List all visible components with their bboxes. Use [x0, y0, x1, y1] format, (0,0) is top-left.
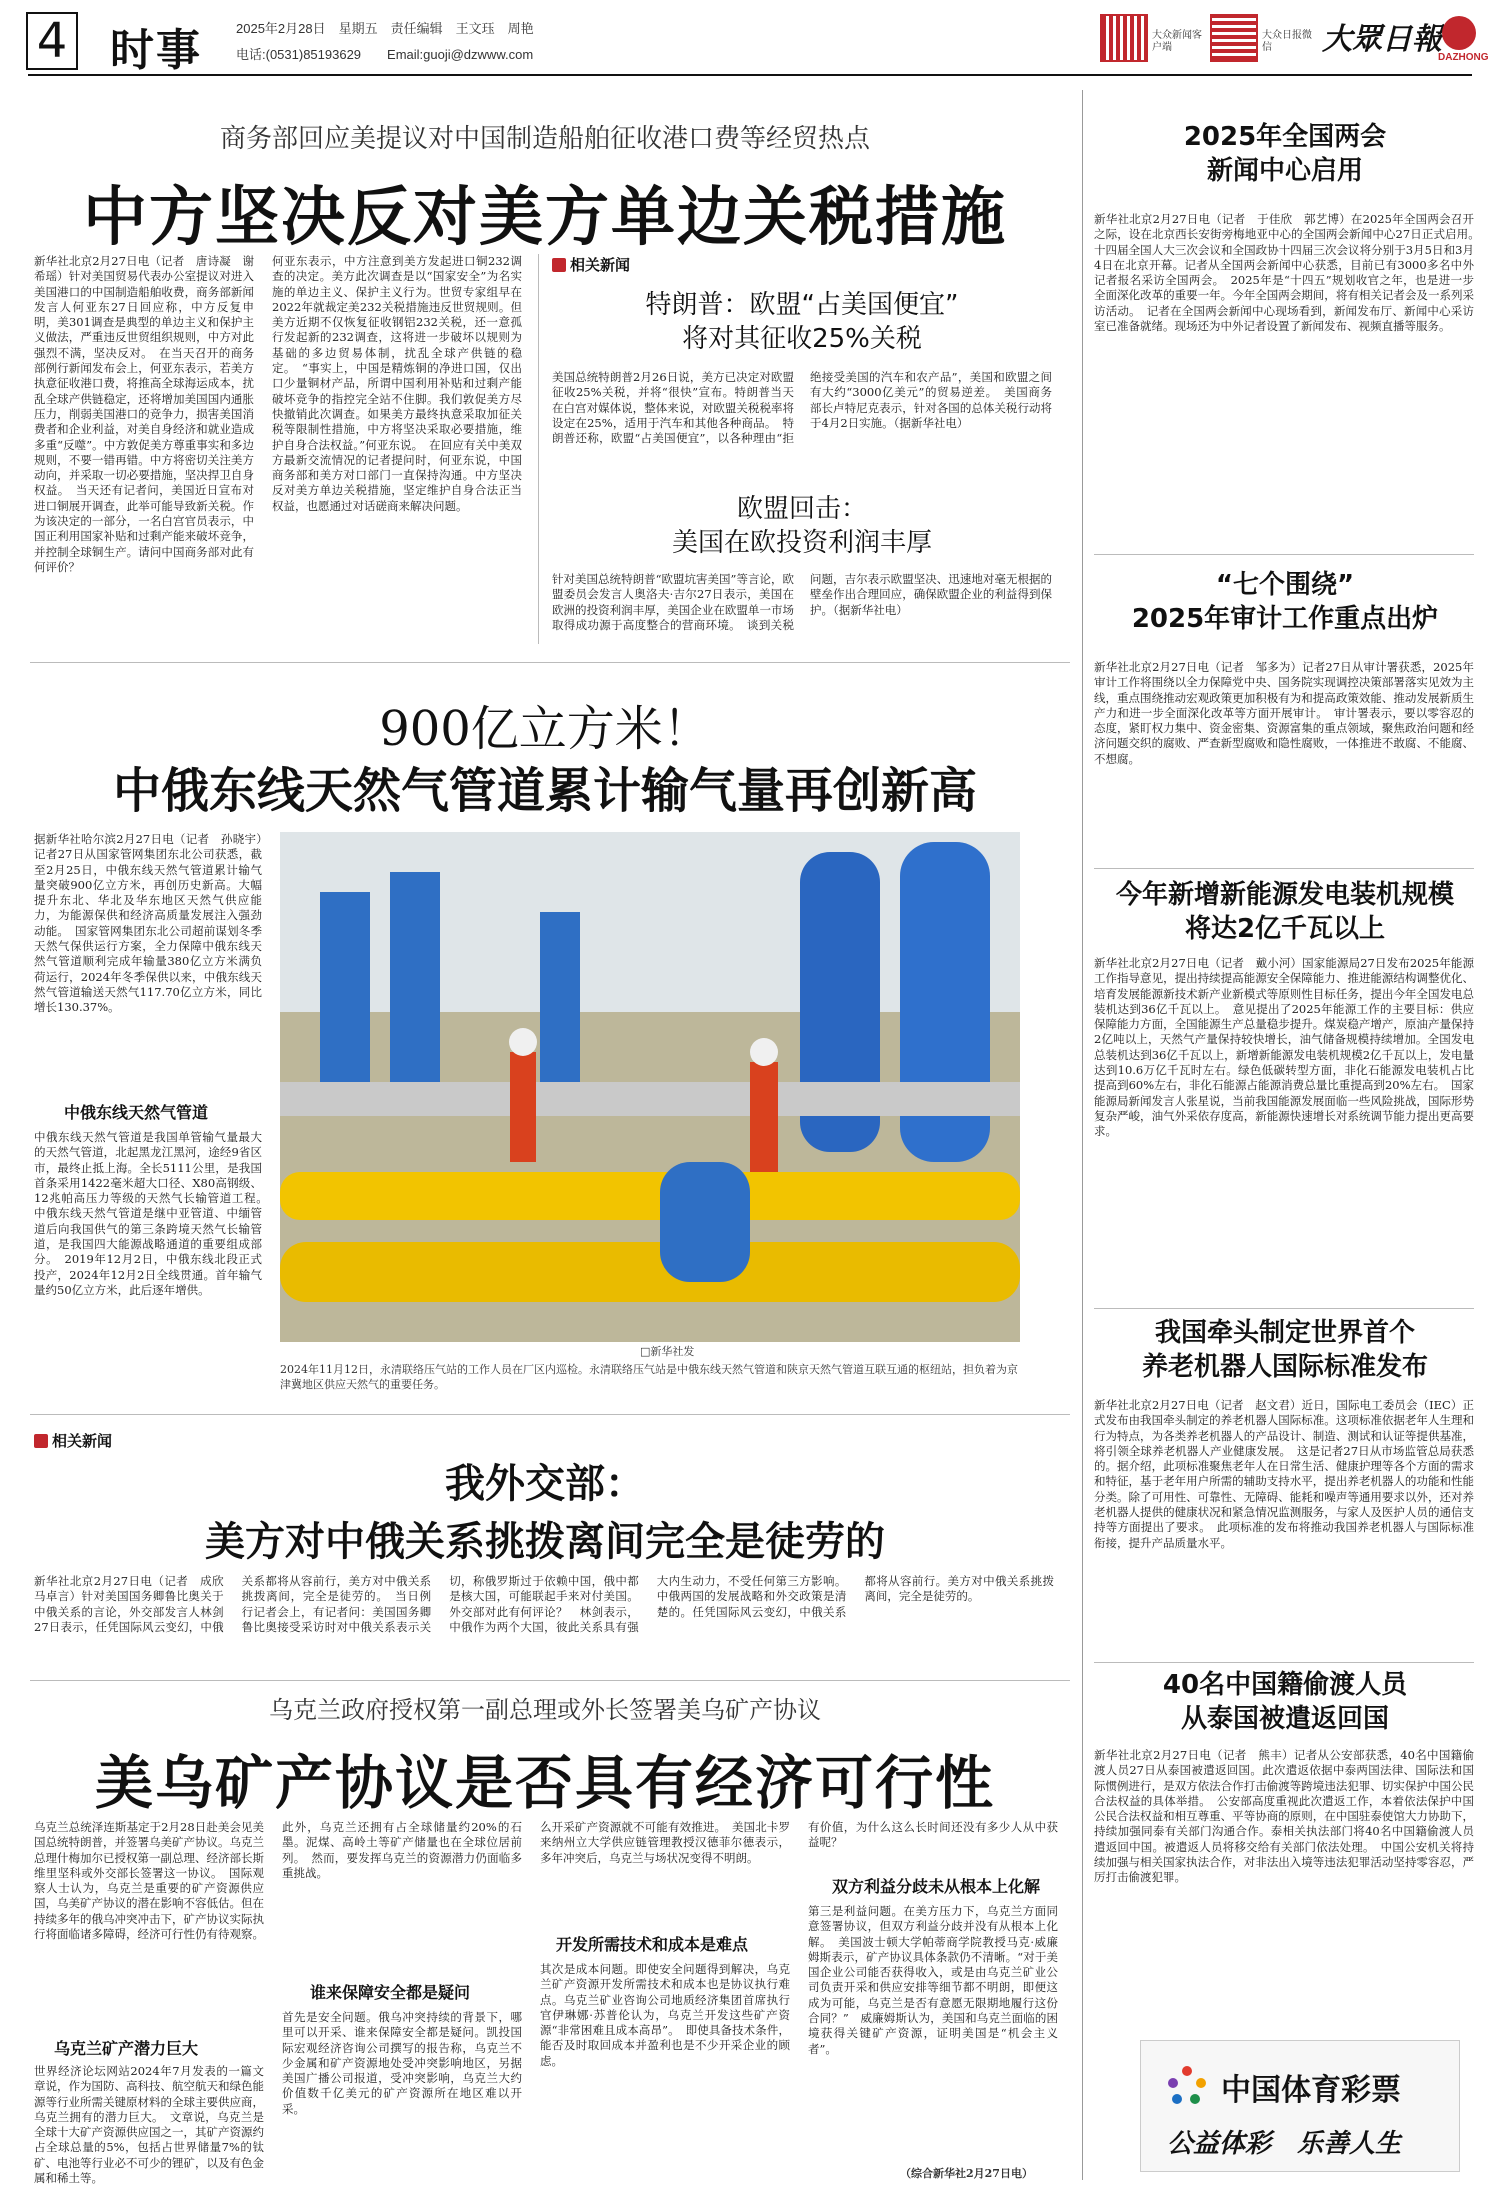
section-divider — [30, 1680, 1070, 1681]
ukraine-sub-3: 开发所需技术和成本是难点 — [556, 1935, 749, 1954]
sidebar-story-4-headline: 我国牵头制定世界首个 养老机器人国际标准发布 — [1141, 1318, 1428, 1382]
ukraine-headline: 美乌矿产协议是否具有经济可行性 — [94, 1749, 995, 1817]
header-rule — [28, 74, 1472, 76]
lead-column-1: 新华社北京2月27日电（记者 唐诗凝 谢希瑶）针对美国贸易代表办公室提议对进入美国港口的中国制造船舶收费，商务部新闻发言人何亚东27日回应称，中方反复申明，美301调查是典型的单边主义和保护主义做法，严重违反世贸组织规则，中方对此强烈不满，坚决反对。 在当天召开的商务部例行新闻发布会上，何亚东表示，若美方执意征收港口费，将推高全球海运成本，扰乱全球产供链稳定，还将增加美国国内通胀压力，削弱美国港口的竞争力，损害美国消费者和企业利益，对美自身经济和就业造成多重“反噬”。中方敦促美方尊重事实和多边规则，不要一错再错。中方将密切关注美方动向，并采取一切必要措施，坚决捍卫自身权益。 当天还有记者问，美国近日宣布对进口铜展开调查，此举可能导致新关税。作为该决定的一部分，一名白宫官员表示，中国正利用国家补贴和过剩产能来破坏竞争，并控制全球铜生产。请问中国商务部对此有何评价？ — [34, 254, 254, 574]
sidebar-story-1-headline: 2025年全国两会 新闻中心启用 — [1183, 122, 1387, 186]
ukraine-sub-1: 乌克兰矿产潜力巨大 — [54, 2039, 199, 2058]
section-divider — [30, 662, 1070, 663]
logo-subtitle: DAZHONG — [1438, 52, 1489, 63]
ukraine-column-1: 乌克兰总统泽连斯基定于2月28日赴美会见美国总统特朗普，并签署乌美矿产协议。乌克兰总理什梅加尔已授权第一副总理、经济部长斯维里坚科或外交部长签署这一协议。 国际观察人士认为，乌克兰是重要的矿产资源供应国，乌美矿产协议的潜在影响不容低估。但在持续多年的俄乌冲突冲击下，矿产协议实际执行将面临诸多障碍，经济可行性仍有待观察。 — [34, 1820, 264, 1942]
qr-wechat-label: 大众日报微信 — [1262, 30, 1312, 53]
newspaper-logo: 大眾日報 — [1322, 22, 1442, 57]
related1-body: 美国总统特朗普2月26日说，美方已决定对欧盟征收25%关税，并将“很快”宣布。特朗普当天在白宫对媒体说，整体来说，对欧盟关税税率将设定在25%，适用于汽车和其他各种商品。 特朗普还称，欧盟“占美国便宜”，以各种理由“拒绝接受美国的汽车和农产品”，美国和欧盟之间有大约“3000亿美元”的贸易逆差。 美国商务部长卢特尼克表示，针对各国的总体关税行动将于4月2日实施。（据新华社电） — [552, 370, 1052, 446]
page-number: 4 — [26, 12, 78, 70]
related2-headline: 欧盟回击： 美国在欧投资利润丰厚 — [671, 494, 932, 558]
related-news-icon — [552, 258, 566, 272]
related-news-label: 相关新闻 — [52, 1432, 113, 1450]
section-name: 时事 — [110, 25, 202, 76]
ukraine-column-4: 有价值，为什么这么长时间还没有多少人从中获益呢？ — [808, 1820, 1058, 1850]
qr-app-label: 大众新闻客户端 — [1152, 30, 1202, 53]
related-news-label: 相关新闻 — [570, 256, 631, 274]
lottery-ad[interactable] — [1140, 2040, 1460, 2172]
pipeline-body: 据新华社哈尔滨2月27日电（记者 孙晓宇）记者27日从国家管网集团东北公司获悉，截至2月25日，中俄东线天然气管道累计输气量突破900亿立方米，再创历史新高。大幅提升东北、华北及华东地区天然气供应能力，为能源保供和经济高质量发展注入强劲动能。 国家管网集团东北公司超前谋划冬季天然气保供运行方案，全力保障中俄东线天然气管道顺利完成年输量380亿立方米满负荷运行，2024年冬季保供以来，中俄东线天然气管道输送天然气117.70亿立方米，同比增长130.37%。 — [34, 832, 262, 1015]
sidebar-story-5-body: 新华社北京2月27日电（记者 熊丰）记者从公安部获悉，40名中国籍偷渡人员27日从泰国被遣返回国。此次遣返依据中泰两国法律、国际法和国际惯例进行，是双方依法合作打击偷渡等跨境违法犯罪、切实保护中国公民合法权益的具体举措。 公安部高度重视此次遣返工作，本着依法保护中国公民合法权益和相互尊重、平等协商的原则，在中国驻泰使馆大力协助下，持续加强同泰有关部门沟通合作。泰相关执法部门将40名中国籍偷渡人员遣返回中国。被遣返人员将移交给有关部门依法处理。 中国公安机关将持续加强与相关国家执法合作，对非法出入境等违法犯罪活动坚持零容忍，严厉打击偷渡犯罪。 — [1094, 1748, 1474, 1885]
sidebar-rule — [1094, 554, 1474, 555]
sidebar-story-2-body: 新华社北京2月27日电（记者 邹多为）记者27日从审计署获悉，2025年审计工作将围绕以全力保障党中央、国务院实现调控决策部署落实见效为主线，重点围绕推动宏观政策更加积极有为和提高政策效能、推动发展新质生产力和进一步全面深化改革等方面开展审计。 审计署表示，要以零容忍的态度，紧盯权力集中、资金密集、资源富集的重点领域，聚焦政治问题和经济问题交织的腐败、严查新型腐败和隐性腐败，一体推进不敢腐、不能腐、不想腐。 — [1094, 660, 1474, 766]
ukraine-sub-4: 双方利益分歧未从根本上化解 — [832, 1877, 1041, 1896]
photo-caption: 2024年11月12日，永清联络压气站的工作人员在厂区内巡检。永清联络压气站是中俄东线天然气管道和陕京天然气管道互联互通的枢纽站，担负着为京津冀地区供应天然气的重要任务。 — [280, 1363, 1018, 1391]
ukraine-column-3: 么开采矿产资源就不可能有效推进。 美国北卡罗来纳州立大学供应链管理教授汉德菲尔德表示，多年冲突后，乌克兰与场状况变得不明朗。 — [540, 1820, 790, 1865]
ukraine-credit: （综合新华社2月27日电） — [900, 2167, 1033, 2180]
column-divider — [538, 254, 539, 644]
mfa-headline-2: 美方对中俄关系挑拨离间完全是徒劳的 — [205, 1519, 885, 1565]
pipeline-headline: 中俄东线天然气管道累计输气量再创新高 — [112, 763, 977, 819]
sidebar-story-3-body: 新华社北京2月27日电（记者 戴小河）国家能源局27日发布2025年能源工作指导意见，提出持续提高能源安全保障能力、推进能源结构调整优化、培育发展能源新技术新产业新模式等原则性目标任务，提出今年全国发电总装机达到36亿千瓦以上。 意见提出了2025年能源工作的主要目标：供应保障能力方面，全国能源生产总量稳步提升。煤炭稳产增产，原油产量保持2亿吨以上，天然气产量保持较快增长，油气储备规模持续增加。全国发电总装机达到36亿千瓦以上，新增新能源发电装机规模2亿千瓦以上，发电量达到10.6万亿千瓦时左右。绿色低碳转型方面，非化石能源发电装机占比提高到60%左右，非化石能源占能源消费总量比重提高到20%左右。 国家能源局新闻发言人张星说，当前我国能源发展面临一些风险挑战，国际形势复杂严峻，油气外采依存度高，新能源快速增长对系统调节能力提出更高要求。 — [1094, 956, 1474, 1139]
lead-column-2: 何亚东表示，中方注意到美方发起进口铜232调查的决定。美方此次调查是以“国家安全”为名实施的单边主义、保护主义行为。世贸专家组早在2022年就裁定美232关税措施违反世贸规则。但美方近期不仅恢复征收钢铝232关税，还一意孤行发起新的232调查，这将进一步破坏以规则为基础的多边贸易体制，扰乱全球产供链的稳定。 “事实上，中国是精炼铜的净进口国，仅出口少量铜材产品，所谓中国利用补贴和过剩产能破坏竞争的指控完全站不住脚。我们敦促美方尽快撤销此次调查。如果美方最终执意采取加征关税等限制性措施，中方将坚决采取必要措施，维护自身合法权益。”何亚东说。 在回应有关中美双方最新交流情况的记者提问时，何亚东说，中国商务部和美方对口部门一直保持沟通。中方坚决反对美方单边关税措施，坚定维护自身合法正当权益，也愿通过对话磋商来解决问题。 — [272, 254, 522, 513]
sidebar-rule — [1094, 868, 1474, 869]
pipeline-subheading: 中俄东线天然气管道 — [64, 1103, 209, 1122]
lead-kicker: 商务部回应美提议对中国制造船舶征收港口费等经贸热点 — [219, 124, 870, 154]
lottery-slogan: 公益体彩 乐善人生 — [1167, 2129, 1402, 2159]
sidebar-story-2-headline: “七个围绕” 2025年审计工作重点出炉 — [1131, 570, 1439, 634]
sidebar-story-5-headline: 40名中国籍偷渡人员 从泰国被遣返回国 — [1162, 1670, 1408, 1734]
pipeline-illustration — [280, 832, 1020, 1342]
date-line: 2025年2月28日 星期五 责任编辑 王文珏 周艳 — [236, 21, 534, 36]
pipeline-sub-body: 中俄东线天然气管道是我国单管输气量最大的天然气管道，北起黑龙江黑河，途经9省区市，最终止抵上海。全长5111公里，是我国首条采用1422毫米超大口径、X80高钢级、12兆帕高压力等级的天然气长输管道工程。 中俄东线天然气管道是继中亚管道、中缅管道后向我国供气的第三条跨境天然气长输管道，是我国四大能源战略通道的重要组成部分。 2019年12月2日，中俄东线北段正式投产，2024年12月2日全线贯通。首年输气量约50亿立方米，此后逐年增供。 — [34, 1130, 274, 1297]
mfa-headline-1: 我外交部： — [445, 1461, 645, 1507]
related-news-tag — [34, 1430, 112, 1451]
section-divider — [30, 1414, 1070, 1415]
ukraine-kicker: 乌克兰政府授权第一副总理或外长签署美乌矿产协议 — [269, 1696, 821, 1724]
qr-code-wechat[interactable] — [1210, 14, 1258, 62]
sidebar-rule — [1094, 1662, 1474, 1663]
ukraine-column-1b: 世界经济论坛网站2024年7月发表的一篇文章说，作为国防、高科技、航空航天和绿色能源等行业所需关键原材料的全球主要供应商，乌克兰拥有的潜力巨大。 文章说，乌克兰是全球十大矿产资源供应国之一，其矿产资源约占全球总量的5%，包括占世界储量7%的钛矿、电池等行业必不可少的锂矿，以及有色金属和稀土等。 — [34, 2064, 264, 2186]
contact-line: 电话:(0531)85193629 Email:guoji@dzwww.com — [236, 47, 534, 62]
qr-code-app[interactable] — [1100, 14, 1148, 62]
related-news-icon — [34, 1434, 48, 1448]
photo-credit: □新华社发 — [640, 1345, 695, 1358]
ukraine-column-2: 此外，乌克兰还拥有占全球储量约20%的石墨。泥煤、高岭土等矿产储量也在全球位居前列。 然而，要发挥乌克兰的资源潜力仍面临多重挑战。 — [282, 1820, 522, 1880]
sidebar-divider — [1082, 90, 1083, 2180]
sidebar-story-1-body: 新华社北京2月27日电（记者 于佳欣 郭艺博）在2025年全国两会召开之际，设在北京西长安街旁梅地亚中心的全国两会新闻中心27日正式启用。 十四届全国人大三次会议和全国政协十四届三次会议将分别于3月5日和3月4日在北京开幕。记者从全国两会新闻中心获悉，目前已有3000多名中外记者报名采访全国两会。 2025年是“十四五”规划收官之年，也是进一步全面深化改革的重要一年。今年全国两会期间，将有相关记者会及一系列采访活动。 记者在全国两会新闻中心现场看到，新闻发布厅、新闻中心采访室已准备就绪。现场还为中外记者设置了新闻发布、视频直播等服务。 — [1094, 212, 1486, 334]
related1-headline: 特朗普：欧盟“占美国便宜” 将对其征收25%关税 — [645, 290, 959, 354]
mfa-body: 新华社北京2月27日电（记者 成欣 马卓言）针对美国国务卿鲁比奥关于中俄关系的言论，外交部发言人林剑27日表示，任凭国际风云变幻，中俄关系都将从容前行，美方对中俄关系挑拨离间，完全是徒劳的。 当日例行记者会上，有记者问：美国国务卿鲁比奥接受采访时对中俄关系表示关切，称俄罗斯过于依赖中国，俄中都是核大国，可能联起手来对付美国。外交部对此有何评论？ 林剑表示，中俄作为两个大国，彼此关系具有强大内生动力，不受任何第三方影响。中俄两国的发展战略和外交政策是清楚的。任凭国际风云变幻，中俄关系都将从容前行。美方对中俄关系挑拨离间，完全是徒劳的。 — [34, 1574, 1054, 1634]
ukraine-column-3b: 其次是成本问题。即使安全问题得到解决，乌克兰矿产资源开发所需技术和成本也是协议执行难点。乌克兰矿业咨询公司地质经济集团首席执行官伊琳娜·苏普伦认为，乌克兰开发这些矿产资源“非常困难且成本高昂”。 即使具备技术条件，能否及时取回成本并盈利也是不少开采企业的顾虑。 — [540, 1962, 790, 2068]
lottery-star-icon — [1165, 2063, 1209, 2107]
logo-emblem-icon — [1442, 16, 1476, 50]
sidebar-story-3-headline: 今年新增新能源发电装机规模 将达2亿千瓦以上 — [1115, 880, 1454, 944]
sidebar-rule — [1094, 1308, 1474, 1309]
ukraine-column-2b: 首先是安全问题。俄乌冲突持续的背景下，哪里可以开采、谁来保障安全都是疑问。凯投国际宏观经济咨询公司撰写的报告称，乌克兰不少金属和矿产资源地处受冲突影响地区，另据美国广播公司报道，受冲突影响，乌克兰大约价值数千亿美元的矿产资源所在地区难以开采。 — [282, 2010, 522, 2116]
related-news-tag — [552, 254, 630, 275]
related2-body: 针对美国总统特朗普“欧盟坑害美国”等言论，欧盟委员会发言人奥洛夫·吉尔27日表示，美国在欧洲的投资利润丰厚，美国企业在欧盟单一市场取得成功源于高度整合的营商环境。 谈到关税问题，吉尔表示欧盟坚决、迅速地对毫无根据的壁垒作出合理回应，确保欧盟企业的利益得到保护。（据新华社电） — [552, 572, 1052, 632]
lottery-title: 中国体育彩票 — [1221, 2073, 1401, 2108]
sidebar-story-4-body: 新华社北京2月27日电（记者 赵文君）近日，国际电工委员会（IEC）正式发布由我国牵头制定的养老机器人国际标准。这项标准依据老年人生理和行为特点，为各类养老机器人的产品设计、制造、测试和认证等提供基准，将引领全球养老机器人产业健康发展。 这是记者27日从市场监管总局获悉的。据介绍，此项标准聚焦老年人在日常生活、健康护理等各个方面的需求和特征，基于老年用户所需的辅助支持水平，提出养老机器人的功能和性能分类。除了可用性、可靠性、无障碍、能耗和噪声等通用要求以外，还对养老机器人提供的健康状况和紧急情况监测服务，与家人及医护人员的通信支持等方面提出了要求。 此项标准的发布将推动我国养老机器人与国际标准衔接，提升产品质量水平。 — [1094, 1398, 1474, 1550]
ukraine-sub-2: 谁来保障安全都是疑问 — [310, 1983, 471, 2002]
pipeline-photo — [280, 832, 1020, 1342]
ukraine-column-4b: 第三是利益问题。在美方压力下，乌克兰方面同意签署协议，但双方利益分歧并没有从根本上化解。 美国波士顿大学帕蒂商学院教授马克·威廉姆斯表示，矿产协议具体条款仍不清晰。“对于美国企业公司能否获得收入，或是由乌克兰矿业公司负责开采和供应安排等细节都不明朗，即便这成为可能，乌克兰是否有意愿无限期地履行这份合同？” 威廉姆斯认为，美国和乌克兰面临的困境获得关键矿产资源，证明美国是“机会主义者”。 — [808, 1904, 1058, 2056]
pipeline-kicker: 900亿立方米！ — [379, 701, 711, 757]
lead-headline: 中方坚决反对美方单边关税措施 — [83, 181, 1007, 255]
